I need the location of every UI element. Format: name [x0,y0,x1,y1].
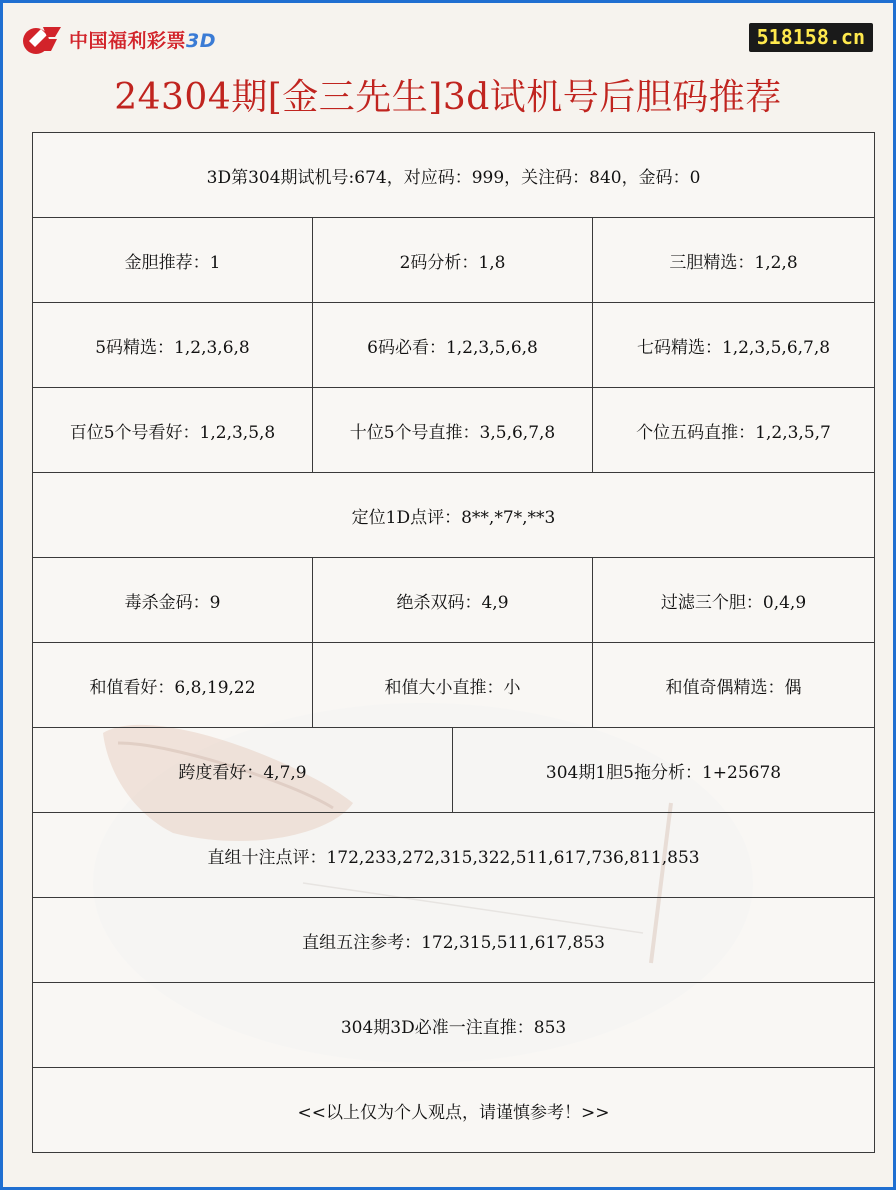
ten-picks-cell: 直组十注点评：172,233,272,315,322,511,617,736,811,853 [33,813,875,898]
kill-gold-cell: 毒杀金码：9 [33,558,313,643]
hundreds-cell: 百位5个号看好：1,2,3,5,8 [33,388,313,473]
table-row [33,133,875,218]
filter-three-cell: 过滤三个胆：0,4,9 [593,558,875,643]
sum-size-cell: 和值大小直推：小 [313,643,593,728]
table-row [33,558,875,643]
lottery-logo [21,21,216,57]
table-row [33,1068,875,1153]
table-row [33,218,875,303]
dan-tuo-cell: 304期1胆5拖分析：1+25678 [453,728,875,813]
logo-text: 中国福利彩票3D [69,29,217,52]
five-picks-cell: 直组五注参考：172,315,511,617,853 [33,898,875,983]
tens-cell: 十位5个号直推：3,5,6,7,8 [313,388,593,473]
units-cell: 个位五码直推：1,2,3,5,7 [593,388,875,473]
sum-parity-cell: 和值奇偶精选：偶 [593,643,875,728]
page-title: 24304期[金三先生]3d试机号后胆码推荐 [114,77,782,118]
trial-number-cell: 3D第304期试机号:674，对应码：999，关注码：840，金码：0 [33,133,875,218]
five-code-cell: 5码精选：1,2,3,6,8 [33,303,313,388]
position-1d-cell: 定位1D点评：8**,*7*,**3 [33,473,875,558]
two-code-cell: 2码分析：1,8 [313,218,593,303]
table-row [33,983,875,1068]
table-row [33,643,875,728]
logo-3d-text: 3D [186,29,217,52]
table-row [33,898,875,983]
table-row [33,388,875,473]
site-badge[interactable]: 518158.cn [749,23,873,52]
welfare-lottery-logo-icon [21,21,65,57]
table-row [33,303,875,388]
single-pick-cell: 304期3D必准一注直推：853 [33,983,875,1068]
table-row [33,473,875,558]
sum-value-cell: 和值看好：6,8,19,22 [33,643,313,728]
seven-code-cell: 七码精选：1,2,3,5,6,7,8 [593,303,875,388]
six-code-cell: 6码必看：1,2,3,5,6,8 [313,303,593,388]
kill-double-cell: 绝杀双码：4,9 [313,558,593,643]
table-row [33,728,875,813]
recommendation-table [32,132,875,1153]
disclaimer-cell: <<以上仅为个人观点，请谨慎参考！>> [33,1068,875,1153]
span-cell: 跨度看好：4,7,9 [33,728,453,813]
table-row [33,813,875,898]
three-dan-cell: 三胆精选：1,2,8 [593,218,875,303]
gold-dan-cell: 金胆推荐：1 [33,218,313,303]
